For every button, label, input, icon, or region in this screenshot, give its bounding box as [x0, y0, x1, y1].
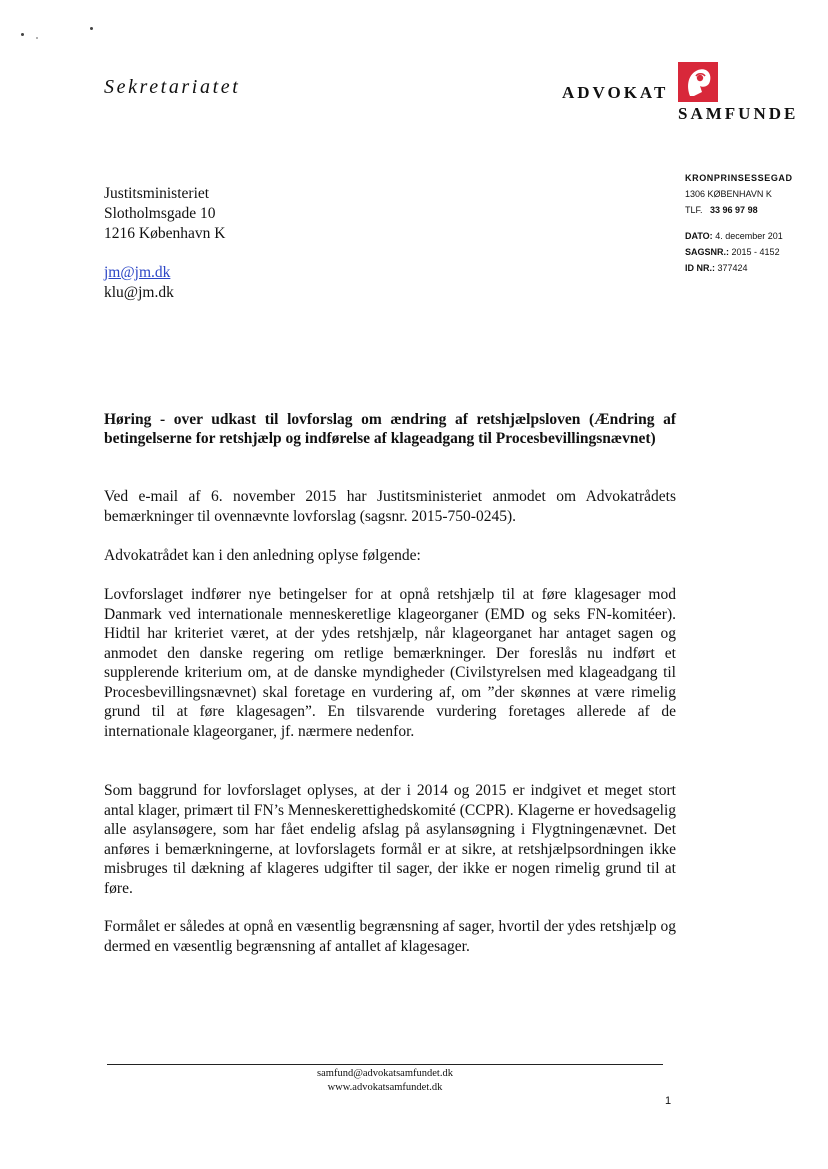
id-number-line	[685, 260, 793, 276]
date-line	[685, 228, 793, 244]
recipient-email-link[interactable]: jm@jm.dk	[104, 264, 171, 281]
recipient-street: Slotholmsgade 10	[104, 205, 216, 222]
scan-speck	[90, 27, 93, 30]
sender-city: 1306 KØBENHAVN K	[685, 189, 772, 199]
footer-email: samfund@advokatsamfundet.dk	[317, 1068, 453, 1079]
id-number-value: 377424	[717, 263, 748, 273]
case-number-value: 2015 - 4152	[731, 247, 780, 257]
sender-street: KRONPRINSESSEGAD	[685, 173, 793, 183]
phone-label: TLF.	[685, 205, 703, 215]
paragraph: Formålet er således at opnå en væsentlig begrænsning af sager, hvortil der ydes retshjælp og dermed en væsentlig begrænsning af antallet af klagesager.	[104, 918, 676, 955]
id-number-label: ID NR.:	[685, 263, 715, 273]
footer	[107, 1067, 663, 1095]
letter-subject: Høring - over udkast til lovforslag om ændring af retshjælpsloven (Ændring af betingelserne for retshjælp og indførelse af klageadgang til Procesbevillingsnævnet)	[104, 411, 676, 447]
case-number-line	[685, 244, 793, 260]
recipient-city: 1216 København K	[104, 225, 226, 242]
scan-speck	[21, 33, 24, 36]
logo-text-advokat: ADVOKAT	[562, 83, 669, 102]
paragraph: Lovforslaget indfører nye betingelser for at opnå retshjælp til at føre klagesager mod Danmark ved internationale menneskeretlige klageorganer (EMD og seks FN-komitéer). Hidtil har kriteriet været, at der ydes retshjælp, når klageorganet har antaget sagen og anmodet den danske regering om retlige bemærkninger. Der foreslås nu indført et supplerende kriterium om, at de danske myndigheder (Civilstyrelsen med klageadgang til Procesbevillingsnævnet) skal foretage en vurdering af, om ”der skønnes at være rimelig grund til at føre klagesagen”. En tilsvarende vurdering foretages allerede af de internationale klageorganer, jf. nærmere nedenfor.	[104, 586, 676, 740]
advokatsamfundet-logo-icon	[678, 62, 718, 102]
paragraph: Som baggrund for lovforslaget oplyses, at der i 2014 og 2015 er indgivet et meget stort antal klager, primært til FN’s Menneskerettighedskomité (CCPR). Klagerne er hovedsagelig alle asylansøgere, som har fået endelig afslag på asylansøgning i Flygtningenævnet. Det anføres i bemærkningerne, at lovforslagets formål er at sikre, at retshjælpsordningen ikke misbruges til dækning af klageres udgifter til sager, der ikke er nogen rimelig grund til at føre.	[104, 782, 676, 897]
sender-address-block	[685, 170, 793, 276]
sender-phone	[685, 202, 793, 218]
scan-speck	[36, 37, 38, 39]
department-name: Sekretariatet	[104, 76, 241, 98]
date-label: DATO:	[685, 231, 713, 241]
recipient-email-secondary: klu@jm.dk	[104, 284, 174, 301]
recipient-address-block	[104, 184, 225, 303]
footer-website: www.advokatsamfundet.dk	[327, 1082, 443, 1093]
footer-divider	[107, 1064, 663, 1065]
page-number: 1	[665, 1095, 672, 1107]
paragraph: Ved e-mail af 6. november 2015 har Justitsministeriet anmodet om Advokatrådets bemærkninger til ovennævnte lovforslag (sagsnr. 2015-750-0245).	[104, 488, 676, 525]
logo-text-samfundet: SAMFUNDE	[678, 104, 799, 123]
recipient-name: Justitsministeriet	[104, 185, 210, 202]
case-number-label: SAGSNR.:	[685, 247, 730, 257]
date-value: 4. december 201	[715, 231, 783, 241]
paragraph: Advokatrådet kan i den anledning oplyse følgende:	[104, 547, 421, 564]
phone-value: 33 96 97 98	[710, 205, 758, 215]
